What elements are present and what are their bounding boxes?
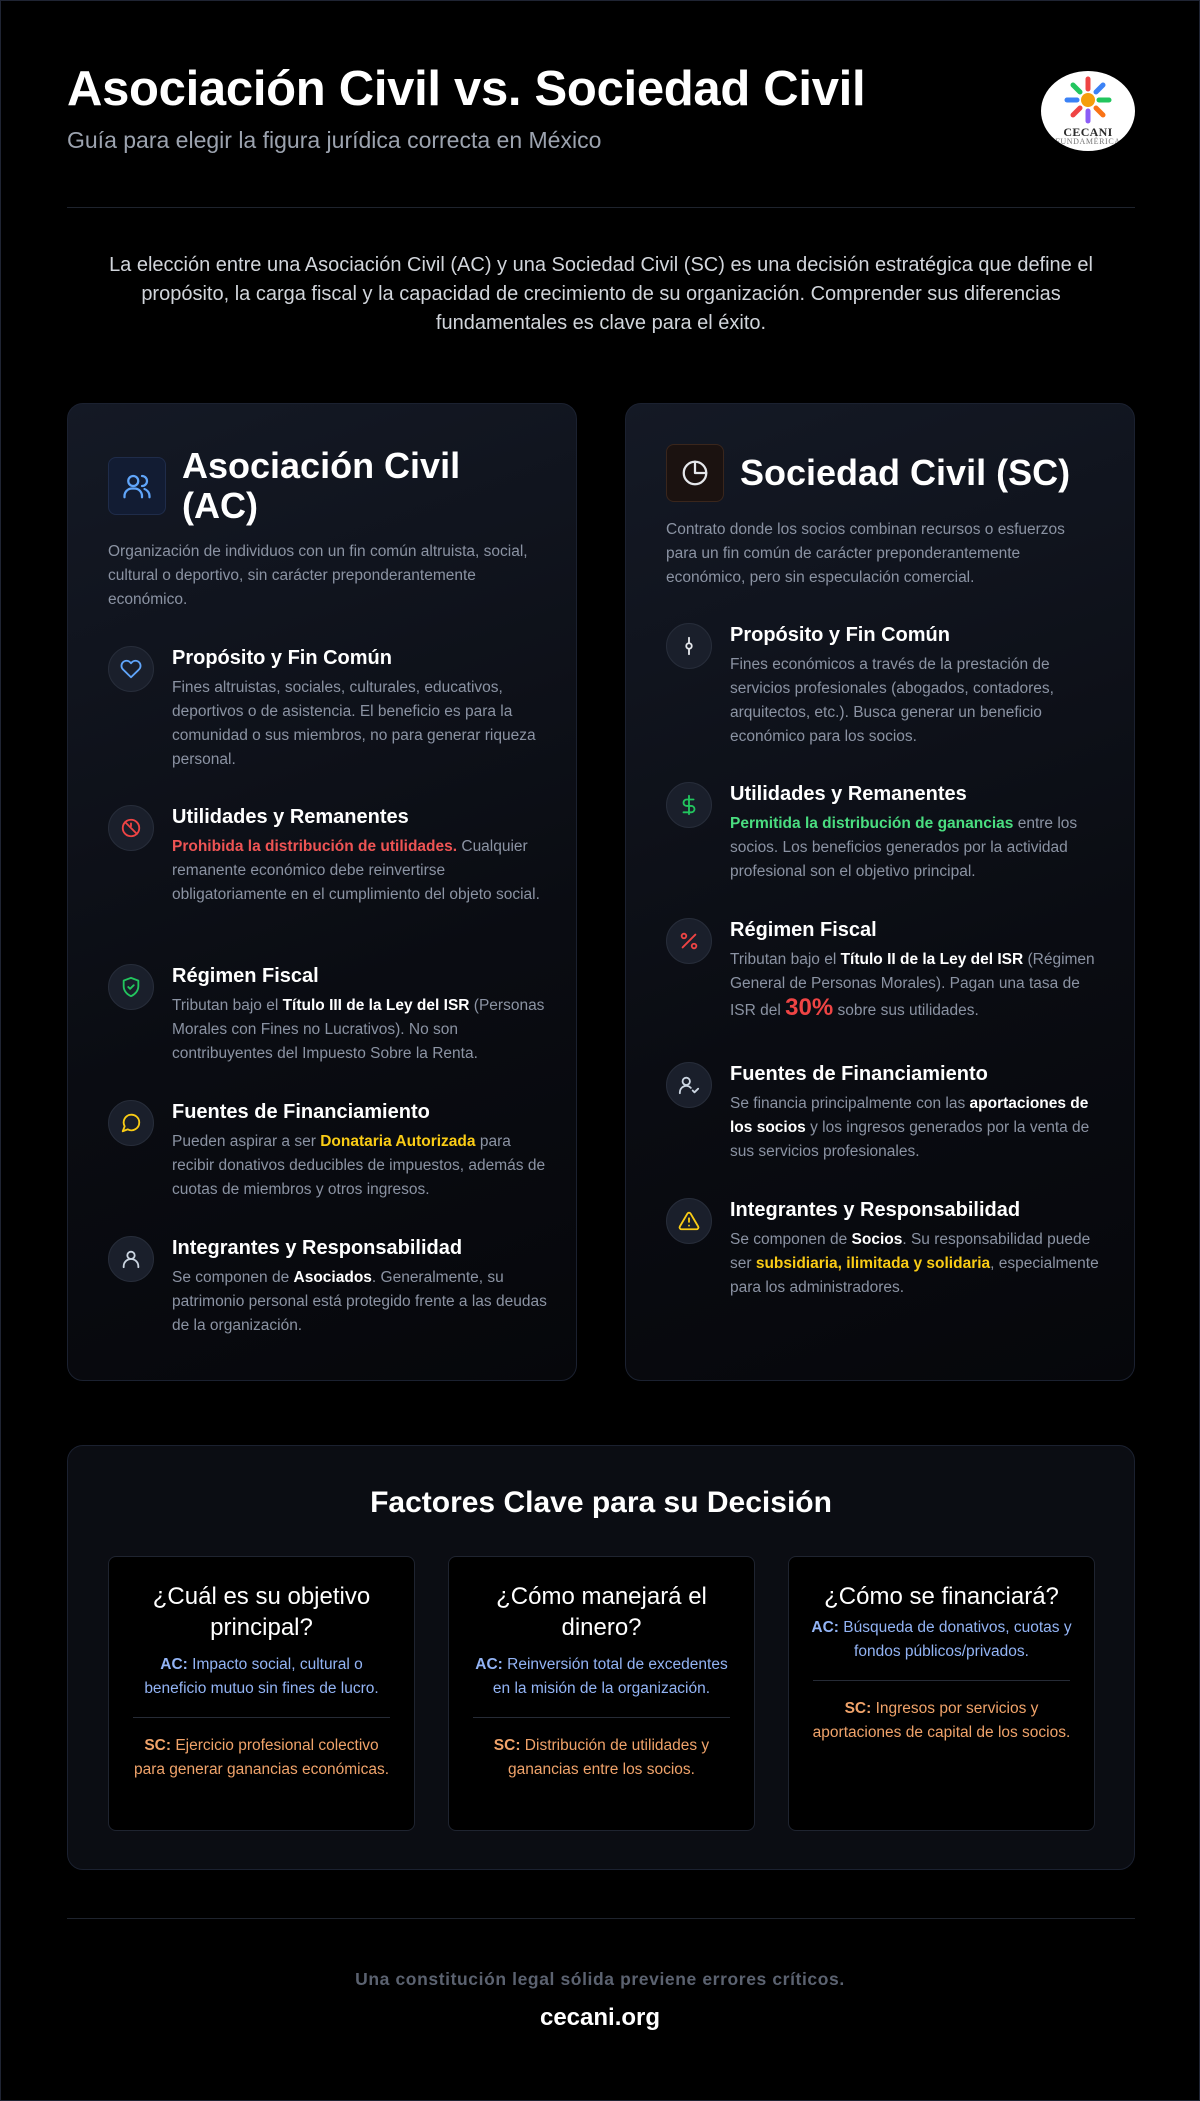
question-card (448, 1556, 755, 1831)
feature-text: Tributan bajo el Título III de la Ley del ISR (Personas Morales con Fines no Lucrativos). No son contribuyentes del Impuesto Sobre la Renta. (172, 997, 545, 1062)
sc-title: Sociedad Civil (SC) (740, 452, 1071, 493)
ac-card-header (108, 446, 522, 526)
heart-icon (108, 646, 154, 692)
feature-text: Fines altruistas, sociales, culturales, educativos, deportivos o de asistencia. El beneficio es para la comunidad o sus miembros, no para generar riqueza personal. (172, 679, 536, 768)
chat-bubble-icon (108, 1100, 154, 1146)
feature-text: Permitida la distribución de ganancias entre los socios. Los beneficios generados por la actividad profesional son el objetivo principal. (730, 815, 1078, 880)
feature-title: Propósito y Fin Común (172, 647, 392, 669)
feature-text: Prohibida la distribución de utilidades. Cualquier remanente económico debe reinvertirse obligatoriamente en el cumplimiento del objeto social. (172, 838, 540, 903)
ac-feature-funding (108, 1100, 548, 1202)
intro-text: La elección entre una Asociación Civil (AC) y una Sociedad Civil (SC) es una decisión estratégica que define el propósito, la carga fiscal y la capacidad de crecimiento de su organización. Comprender sus diferencias fundamentales es clave para el éxito. (109, 254, 1093, 334)
sc-feature-profits (666, 782, 1106, 884)
feature-text: Fines económicos a través de la prestación de servicios profesionales (abogados, contadores, arquitectos, etc.). Busca generar un beneficio económico para los socios. (730, 656, 1054, 745)
footer-divider (67, 1918, 1135, 1919)
header-divider (67, 207, 1135, 208)
ac-title: Asociación Civil (AC) (182, 445, 461, 526)
question-divider (813, 1680, 1070, 1681)
sc-feature-funding (666, 1062, 1106, 1164)
question-ac-answer: AC: Impacto social, cultural o beneficio mutuo sin fines de lucro. (144, 1656, 379, 1697)
logo-text: CECANI (1063, 125, 1113, 139)
user-check-icon (666, 1062, 712, 1108)
question-card (788, 1556, 1095, 1831)
sc-feature-tax (666, 918, 1106, 1023)
question-title: ¿Cómo se financiará? (824, 1583, 1059, 1610)
feature-title: Utilidades y Remanentes (172, 806, 409, 828)
question-title: ¿Cuál es su objetivo principal? (152, 1583, 371, 1641)
percent-icon (666, 918, 712, 964)
question-divider (133, 1717, 390, 1718)
prohibited-highlight: Prohibida la distribución de utilidades. (172, 838, 458, 855)
logo-figures-icon (1063, 75, 1113, 125)
decision-section (67, 1445, 1135, 1870)
ac-card (67, 403, 577, 1381)
logo-subtext: FUNDAMÉRICA (1055, 137, 1121, 146)
partners-highlight: Socios (851, 1231, 903, 1248)
question-ac-answer: AC: Reinversión total de excedentes en la misión de la organización. (475, 1656, 728, 1697)
footer-site-link[interactable]: cecani.org (539, 2004, 661, 2031)
sc-feature-members (666, 1198, 1106, 1300)
feature-text: Pueden aspirar a ser Donataria Autorizada para recibir donativos deducibles de impuestos, además de cuotas de miembros y otros ingresos. (172, 1133, 546, 1198)
question-ac-answer: AC: Búsqueda de donativos, cuotas y fondos públicos/privados. (811, 1619, 1072, 1660)
ac-feature-purpose (108, 646, 548, 772)
feature-title: Fuentes de Financiamiento (730, 1063, 988, 1085)
question-sc-answer: SC: Ejercicio profesional colectivo para generar ganancias económicas. (133, 1737, 390, 1778)
page-header (67, 59, 1135, 209)
contributions-highlight: aportaciones de los socios (730, 1095, 1089, 1136)
feature-title: Integrantes y Responsabilidad (730, 1199, 1021, 1221)
question-title: ¿Cómo manejará el dinero? (496, 1583, 707, 1641)
ac-feature-profits (108, 805, 548, 907)
shield-check-icon (108, 964, 154, 1010)
ac-feature-tax (108, 964, 548, 1066)
feature-text: Se componen de Socios. Su responsabilidad puede ser subsidiaria, ilimitada y solidaria, especialmente para los administradores. (730, 1231, 1099, 1296)
sc-card (625, 403, 1135, 1381)
donataria-highlight: Donataria Autorizada (320, 1133, 476, 1150)
feature-title: Propósito y Fin Común (730, 624, 950, 646)
pie-chart-icon (666, 444, 724, 502)
cecani-logo[interactable] (1041, 71, 1135, 151)
page-subtitle: Guía para elegir la figura jurídica correcta en México (67, 127, 602, 153)
tax-rate: 30% (785, 994, 834, 1021)
question-divider (473, 1717, 730, 1718)
prohibited-icon (108, 805, 154, 851)
ac-feature-members (108, 1236, 548, 1338)
feature-text: Se financia principalmente con las aportaciones de los socios y los ingresos generados por la venta de sus servicios profesionales. (730, 1095, 1090, 1160)
feature-text: Se componen de Asociados. Generalmente, su patrimonio personal está protegido frente a las deudas de la organización. (172, 1269, 547, 1334)
page-title: Asociación Civil vs. Sociedad Civil (67, 62, 866, 116)
feature-title: Régimen Fiscal (172, 965, 319, 987)
decision-title: Factores Clave para su Decisión (370, 1486, 832, 1519)
question-sc-answer: SC: Ingresos por servicios y aportaciones de capital de los socios. (812, 1700, 1071, 1741)
law-title: Título III de la Ley del ISR (282, 997, 470, 1014)
question-card (108, 1556, 415, 1831)
feature-title: Utilidades y Remanentes (730, 783, 967, 805)
feature-title: Fuentes de Financiamiento (172, 1101, 430, 1123)
feature-title: Régimen Fiscal (730, 919, 877, 941)
feature-title: Integrantes y Responsabilidad (172, 1237, 463, 1259)
liability-highlight: subsidiaria, ilimitada y solidaria (755, 1255, 991, 1272)
git-commit-icon (666, 623, 712, 669)
footer-note: Una constitución legal sólida previene errores críticos. (355, 1969, 845, 1989)
sc-description: Contrato donde los socios combinan recursos o esfuerzos para un fin común de carácter preponderantemente económico, pero sin especulación comercial. (666, 521, 1065, 586)
feature-text: Tributan bajo el Título II de la Ley del ISR (Régimen General de Personas Morales). Pagan una tasa de ISR del 30% sobre sus utilidades. (730, 951, 1095, 1021)
question-sc-answer: SC: Distribución de utilidades y ganancias entre los socios. (493, 1737, 710, 1778)
law-title: Título II de la Ley del ISR (840, 951, 1024, 968)
warning-icon (666, 1198, 712, 1244)
sc-feature-purpose (666, 623, 1106, 749)
associates-highlight: Asociados (293, 1269, 372, 1286)
ac-description: Organización de individuos con un fin común altruista, social, cultural o deportivo, sin carácter preponderantemente económico. (108, 543, 528, 608)
users-icon (108, 457, 166, 515)
permitted-highlight: Permitida la distribución de ganancias (730, 815, 1014, 832)
sc-card-header (666, 444, 1070, 502)
user-icon (108, 1236, 154, 1282)
dollar-icon (666, 782, 712, 828)
